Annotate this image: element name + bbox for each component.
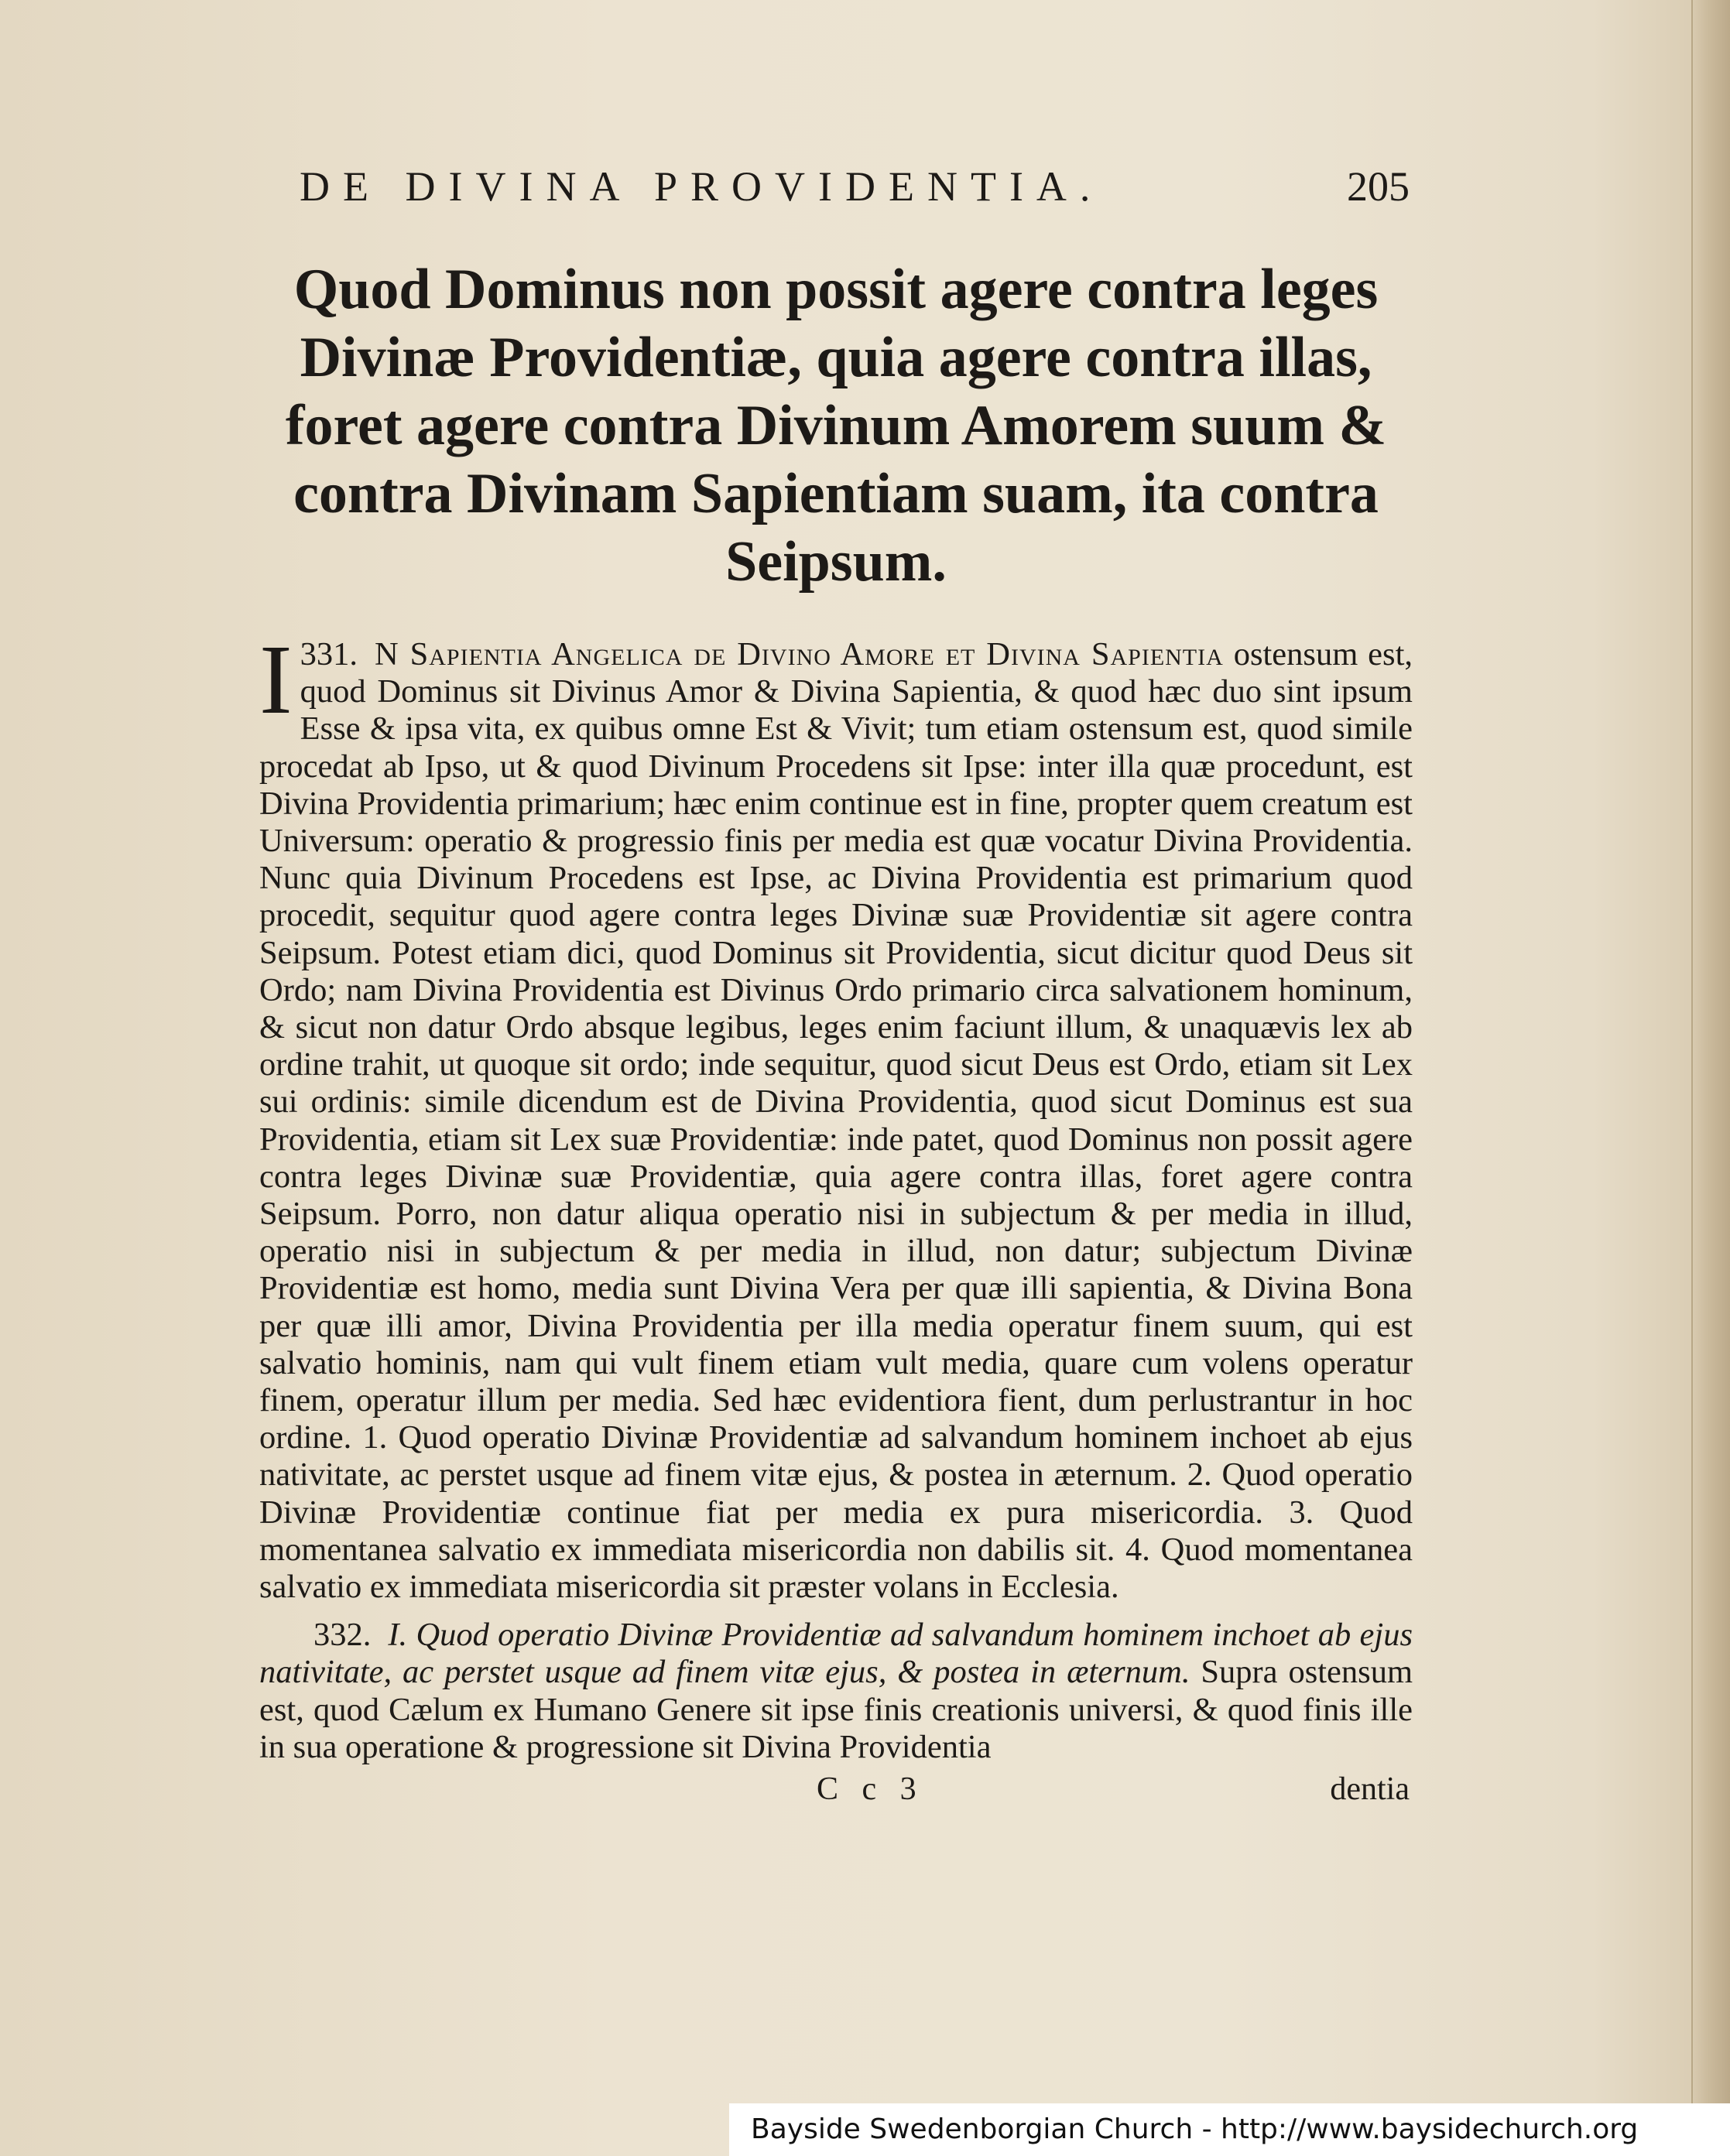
text-column: [259, 163, 1413, 1808]
page-number: 205: [1347, 163, 1410, 210]
paragraph-332-italic-heading: I. Quod operatio Divinæ Providentiæ ad salvandum hominem inchoet ab ejus nativitate, ac perstet usque ad finem vitæ ejus, & postea in æternum.: [259, 1617, 1413, 1691]
drop-cap: I: [259, 625, 293, 734]
paragraph-number-331: 331.: [300, 636, 358, 672]
section-title: Quod Dominus non possit agere contra leges Divinæ Providentiæ, quia agere contra illas, foret agere contra Divinum Amorem suum & contra Divinam Sapientiam suam, ita contra Seipsum.: [285, 258, 1387, 594]
running-head-title: DE DIVINA PROVIDENTIA.: [300, 163, 1104, 210]
paragraph-number-332: 332.: [313, 1617, 372, 1654]
running-head: [259, 163, 1413, 248]
paragraph-332-text: Supra ostensum est, quod Cælum ex Humano Genere sit ipse finis creationis universi, & quod finis ille in sua operatione & progressione sit Divina Providentia: [259, 1654, 1413, 1765]
page-gutter-edge: [1691, 0, 1730, 2156]
catchword: dentia: [1330, 1771, 1410, 1808]
paragraph-331: [259, 625, 1413, 1606]
signature-mark: C c 3: [817, 1771, 924, 1808]
small-caps-opening: N Sapientia Angelica de Divino Amore et Divina Sapientia: [375, 636, 1224, 672]
paragraph-332: [259, 1617, 1413, 1766]
watermark-banner: Bayside Swedenborgian Church - http://www.baysidechurch.org: [729, 2103, 1730, 2156]
paragraph-331-text: ostensum est, quod Dominus sit Divinus Amor & Divina Sapientia, & quod hæc duo sint ipsum Esse & ipsa vita, ex quibus omne Est & Vivit; tum etiam ostensum est, quod simile procedat ab Ipso, ut & quod Divinum Procedens sit Ipse: inter illa quæ procedunt, est Divina Providentia primarium; hæc enim continue est in fine, propter quem creatum est Universum: operatio & progressio finis per media est quæ vocatur Divina Providentia. Nunc quia Divinum Procedens est Ipse, ac Divina Providentia est primarium quod procedit, sequitur quod agere contra leges Divinæ suæ Providentiæ sit agere contra Seipsum. Potest etiam dici, quod Dominus sit Providentia, sicut dicitur quod Deus sit Ordo; nam Divina Providentia est Divinus Ordo primario circa salvationem hominum, & sicut non datur Ordo absque legibus, leges enim faciunt illum, & unaquævis lex ab ordine trahit, ut quoque sit ordo; inde sequitur, quod sicut Deus est Ordo, etiam sit Lex sui ordinis: simile dicendum est de Divina Providentia, quod sicut Dominus est sua Providentia, etiam sit Lex suæ Providentiæ: inde patet, quod Dominus non possit agere contra leges Divinæ suæ Providentiæ, quia agere contra illas, foret agere contra Seipsum. Porro, non datur aliqua operatio nisi in subjectum & per media in illud, operatio nisi in subjectum & per media in illud, non datur; subjectum Divinæ Providentiæ est homo, media sunt Divina Vera per quæ illi sapientia, & Divina Bona per quæ illi amor, Divina Providentia per illa media operatur finem suum, qui est salvatio hominis, nam qui vult finem etiam vult media, quare cum volens operatur finem, operatur illum per media. Sed hæc evidentiora fient, dum perlustrantur in hoc ordine. 1. Quod operatio Divinæ Providentiæ ad salvandum hominem inchoet ab ejus nativitate, ac perstet usque ad finem vitæ ejus, & postea in æternum. 2. Quod operatio Divinæ Providentiæ continue fiat per media ex pura misericordia. 3. Quod momentanea salvatio ex immediata misericordia non dabilis sit. 4. Quod momentanea salvatio ex immediata misericordia sit præster volans in Ecclesia.: [259, 636, 1413, 1606]
page-footer-line: [259, 1771, 1413, 1808]
